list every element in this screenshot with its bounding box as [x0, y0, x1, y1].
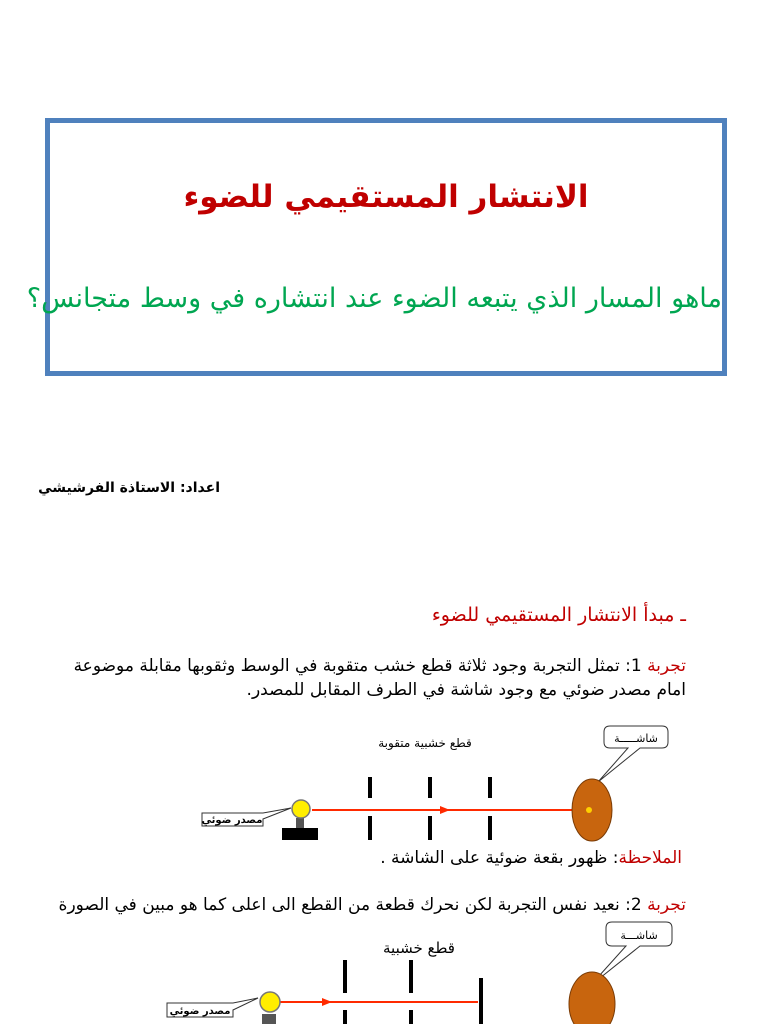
source-callout: [202, 808, 291, 826]
title-frame: [26, 118, 727, 376]
ray-arrow-icon: [440, 806, 450, 814]
experiment-1-label: تجربة: [647, 656, 686, 676]
guiding-question: ماهو المسار الذي يتبعه الضوء عند انتشاره في وسط متجانس؟: [26, 283, 722, 314]
light-spot: [586, 807, 592, 813]
page-title: الانتشار المستقيمي للضوء: [183, 179, 589, 215]
section-heading: ـ مبدأ الانتشار المستقيمي للضوء: [431, 604, 686, 626]
light-source: [260, 992, 280, 1024]
observation-label: الملاحظة: [618, 848, 682, 868]
ray-arrow-icon: [322, 998, 332, 1006]
diagram-2: [0, 918, 768, 1024]
wood-pieces: [345, 960, 481, 1024]
wood-pieces: [370, 777, 490, 840]
source-label: مصدر ضوئي: [169, 1006, 231, 1017]
bulb-icon: [260, 992, 280, 1012]
experiment-2-description: 2: نعيد نفس التجربة لكن نحرك قطعة من القطع الى اعلى كما هو مبين في الصورة: [58, 895, 648, 915]
light-source: [282, 800, 318, 840]
author-line: اعداد: الاستاذة الفرشيشي: [38, 480, 220, 496]
screen: [569, 972, 615, 1024]
bulb-icon: [292, 800, 310, 818]
screen-label: شاشـــة: [620, 929, 658, 942]
experiment-1-description: 1: تمثل التجربة وجود ثلاثة قطع خشب متقوبة في الوسط وثقوبها مقابلة موضوعة امام مصدر ضوئي مع وجود شاشة في الطرف المقابل للمصدر.: [73, 656, 686, 700]
observation-text: [380, 848, 682, 868]
source-callout: [167, 998, 258, 1017]
wood-pieces-label: قطع خشبية متقوبة: [378, 736, 472, 750]
screen-label: شاشـــــة: [614, 732, 658, 745]
observation-description: : ظهور بقعة ضوئية على الشاشة .: [380, 848, 619, 868]
screen-callout: [598, 726, 668, 782]
experiment-2-text: [46, 893, 686, 917]
experiment-2-label: تجربة: [647, 895, 686, 915]
wood-pieces-label: قطع خشبية: [383, 939, 455, 957]
diagram-1: [0, 720, 768, 845]
source-label: مصدر ضوئي: [201, 815, 263, 826]
experiment-1-text: [46, 654, 686, 702]
